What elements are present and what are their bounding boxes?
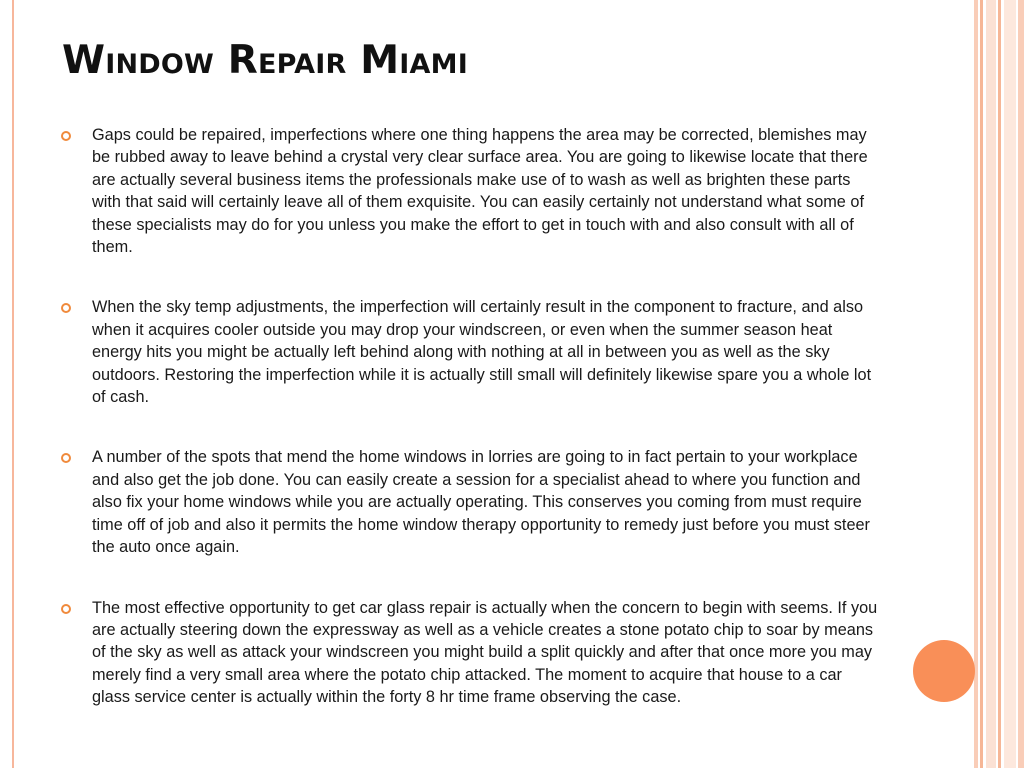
left-border-line [12,0,14,768]
bullet-item [60,124,880,258]
slide-title: Window Repair Miami [62,38,468,83]
bullet-text: The most effective opportunity to get car glass repair is actually when the concern to begin with seems. If you are actually steering down the expressway as well as a vehicle creates a stone potato chip to soar by means of the sky as well as attack your windscreen you might build a split quickly and after that once more you may merely find a very small area where the potato chip attacked. The moment to acquire that house to a car glass service center is actually within the forty 8 hr time frame observing the case. [92,598,878,707]
stripe [1018,0,1024,768]
bullet-item [60,446,880,558]
stripe [986,0,996,768]
stripe [980,0,983,768]
stripe [998,0,1001,768]
bullet-text: Gaps could be repaired, imperfections where one thing happens the area may be corrected, blemishes may be rubbed away to leave behind a crystal very clear surface area. You are going to likewise locate that there are actually several business items the professionals make use of to wash as well as brighten these parts with that said will certainly leave all of them exquisite. You can easily certainly not understand what some of these specialists may do for you unless you make the effort to get in touch with and also consult with all of them. [92,126,868,257]
hollow-circle-icon [61,604,71,614]
hollow-circle-icon [61,453,71,463]
hollow-circle-icon [61,303,71,313]
decorative-circle [913,640,975,702]
bullet-item [60,296,880,408]
bullet-item [60,597,880,709]
right-decorative-stripes [974,0,1024,768]
bullet-text: When the sky temp adjustments, the imperfection will certainly result in the component to fracture, and also when it acquires cooler outside you may drop your windscreen, or even when the summer season heat energy hits you might be actually left behind along with nothing at all in between you as well as the sky outdoors. Restoring the imperfection while it is actually still small will definitely likewise spare you a whole lot of cash. [92,298,872,407]
bullet-list [60,124,880,747]
hollow-circle-icon [61,131,71,141]
stripe [1004,0,1016,768]
stripe [974,0,978,768]
bullet-text: A number of the spots that mend the home windows in lorries are going to in fact pertain to your workplace and also get the job done. You can easily create a session for a specialist ahead to where you function and also fix your home windows while you are actually operating. This conserves you coming from must require time off of job and also it permits the home window therapy opportunity to remedy just before you must steer the auto once again. [92,448,870,557]
